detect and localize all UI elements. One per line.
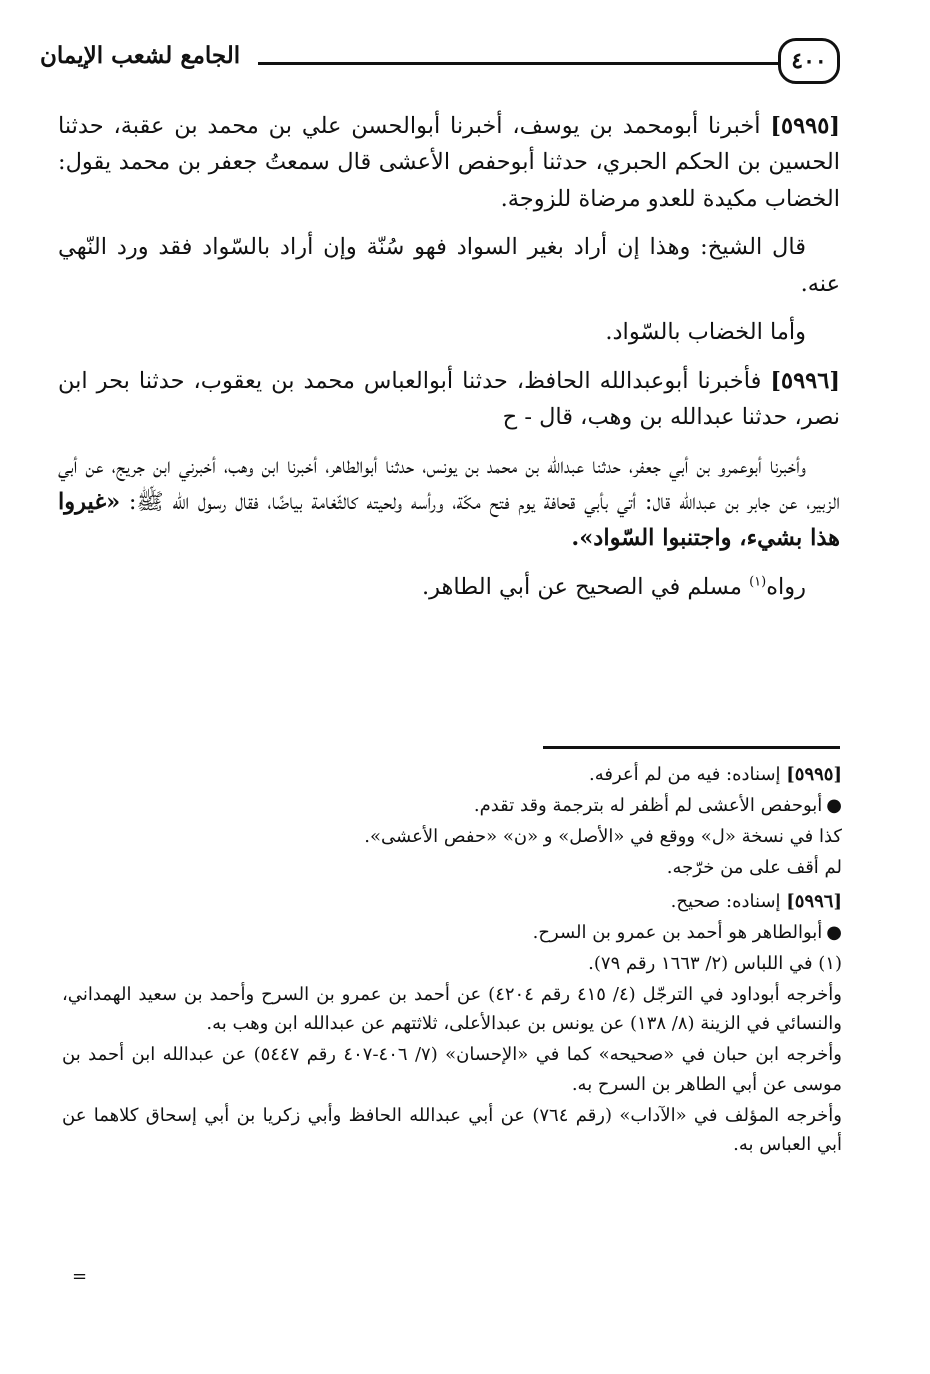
footnote-text: إسناده: فيه من لم أعرفه. [589, 764, 787, 785]
footnote-heading [62, 760, 842, 789]
footnote-bullet-text: أبوحفص الأعشى لم أظفر له بترجمة وقد تقدم. [473, 795, 823, 817]
footnotes [62, 760, 842, 1163]
header-rule [258, 62, 778, 65]
main-text [58, 108, 840, 617]
footnote-text: إسناده: صحيح. [670, 890, 787, 912]
footnote-ref: [٥٩٩٦] [786, 890, 842, 912]
hadith-5996-chain [58, 448, 840, 557]
attribution-lead: رواه [766, 573, 806, 600]
section-heading: وأما الخضاب بالسّواد. [605, 319, 806, 346]
attribution [58, 569, 840, 605]
footnote-5996 [62, 887, 842, 1159]
footnote-note: وأخرجه ابن حبان في «صحيحه» كما في «الإحسان» (٧/ ٤٠٦-٤٠٧ رقم ٥٤٤٧) عن عبدالله ابن أحمد بن موسى عن أبي الطاهر بن السرح به. [62, 1044, 842, 1095]
bullet-icon: ● [826, 921, 842, 943]
footnote-note: (١) في اللباس (٢/ ١٦٦٣ رقم ٧٩). [588, 952, 842, 974]
hadith-text: فأخبرنا أبوعبدالله الحافظ، حدثنا أبوالعباس محمد بن يعقوب، حدثنا بحر ابن نصر، حدثنا عبدالله بن وهب، قال - ح [58, 367, 840, 431]
hadith-5996 [58, 363, 840, 436]
bullet-icon: ● [826, 795, 842, 817]
footnote-marker: (١) [749, 574, 767, 590]
attribution-text: مسلم في الصحيح عن أبي الطاهر. [421, 573, 750, 600]
footnote-note: كذا في نسخة «ل» ووقع في «الأصل» و «ن» «حفص الأعشى». [364, 826, 842, 848]
footnote-bullet-text: أبوالطاهر هو أحمد بن عمرو بن السرح. [532, 921, 823, 943]
footnote-note: وأخرجه أبوداود في الترجّل (٤/ ٤١٥ رقم ٤٢٠٤) عن أحمد بن عمرو بن السرح وأحمد بن سعيد الهمداني، والنسائي في الزينة (٨/ ١٣٨) عن يونس بن عبدالأعلى، ثلاثتهم عن عبدالله ابن وهب به. [62, 984, 842, 1035]
footnote-heading [62, 887, 842, 916]
prophetic-quote: «غيروا هذا بشيء، واجتنبوا السّواد». [58, 488, 840, 552]
footnote-note: لم أقف على من خرّجه. [666, 857, 842, 879]
footnote-ref: [٥٩٩٥] [786, 764, 842, 785]
continuation-mark: = [72, 1266, 88, 1287]
footnote-bullet [62, 791, 842, 820]
page-header [40, 34, 840, 94]
shaykh-comment: قال الشيخ: وهذا إن أراد بغير السواد فهو سُنّة وإن أراد بالسّواد فقد ورد النّهي عنه. [58, 234, 840, 297]
footnote-separator [543, 746, 840, 749]
footnote-bullet [62, 918, 842, 947]
hadith-number: [٥٩٩٦] [770, 367, 840, 394]
hadith-text: أخبرنا أبومحمد بن يوسف، أخبرنا أبوالحسن علي بن محمد بن عقبة، حدثنا الحسين بن الحكم الحبري، حدثنا أبوحفص الأعشى قال سمعتُ جعفر بن محمد يقول: الخضاب مكيدة للعدو مرضاة للزوجة. [58, 113, 840, 212]
footnote-note: وأخرجه المؤلف في «الآداب» (رقم ٧٦٤) عن أبي عبدالله الحافظ وأبي زكريا بن أبي إسحاق كلاهما عن أبي العباس به. [62, 1104, 842, 1155]
page-number: ٤٠٠ [778, 38, 840, 84]
hadith-number: [٥٩٩٥] [770, 113, 840, 139]
book-title: الجامع لشعب الإيمان [40, 42, 241, 69]
hadith-text: وأخبرنا أبوعمرو بن أبي جعفر، حدثنا عبدالله بن محمد بن يونس، حدثنا أبوالطاهر، أخبرنا ابن وهب، أخبرني ابن جريج، عن أبي الزبير، عن جابر بن عبدالله قال: أتي بأبي قحافة يوم فتح مكّة، ورأسه ولحيته كالثّغامة بياضًا، فقال رسول الله ﷺ: [58, 452, 840, 515]
footnote-5995 [62, 760, 842, 883]
hadith-5995 [58, 108, 840, 217]
